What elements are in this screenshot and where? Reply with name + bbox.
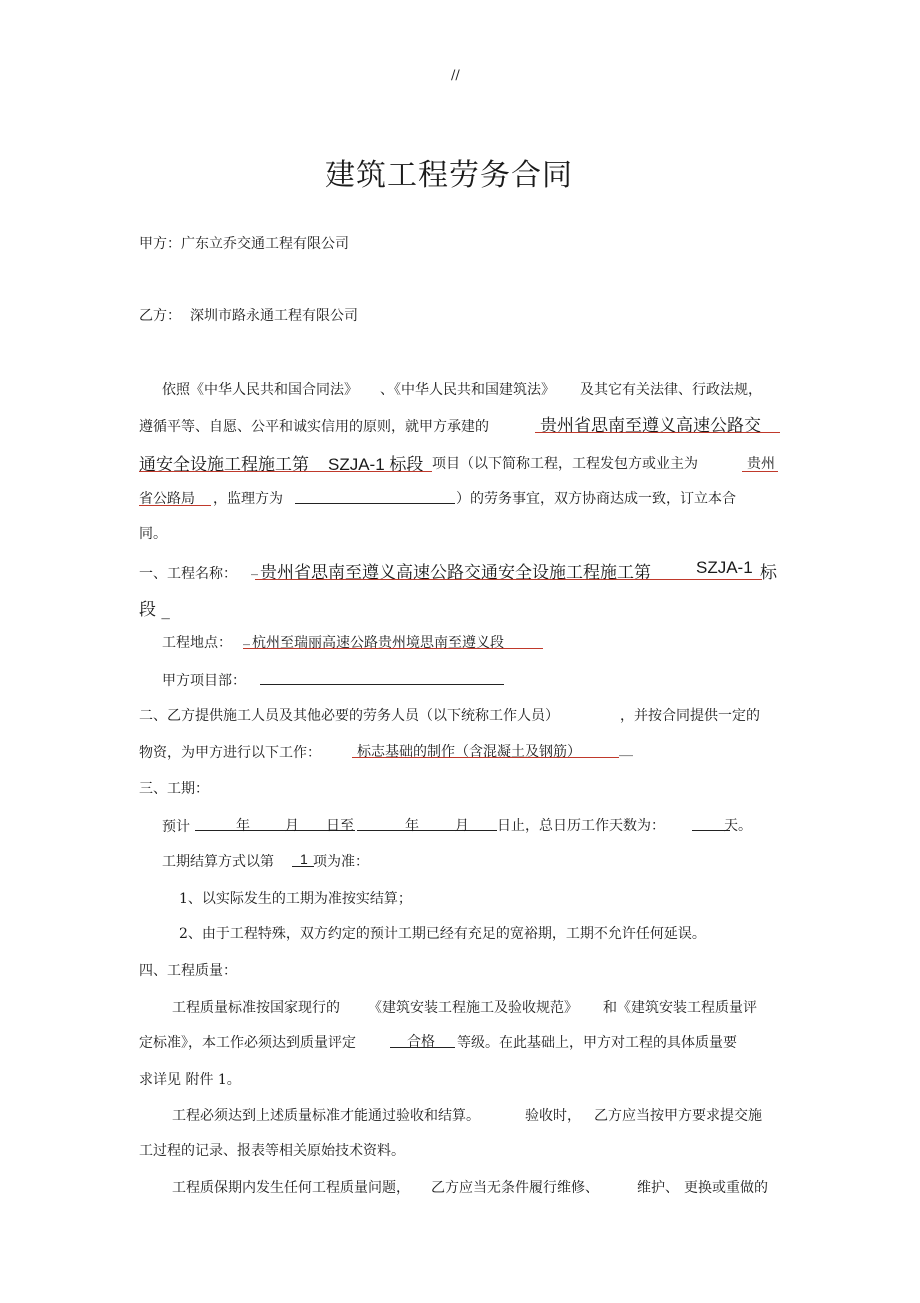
quality-p1-c: 和《建筑安装工程质量评	[603, 1000, 757, 1016]
quality-p2-a: 定标准》，本工作必须达到质量评定	[139, 1035, 356, 1051]
settle-method-a: 工期结算方式以第	[162, 854, 274, 870]
sec4-label: 四、工程质量：	[139, 963, 237, 979]
sec1-tail2: 段 _	[139, 600, 170, 620]
document-title: 建筑工程劳务合同	[325, 158, 573, 193]
quality-p3: 求详见 附件 1。	[139, 1072, 241, 1088]
intro-l1-a: 依照《中华人民共和国合同法》	[162, 382, 358, 398]
sec1-tail1: 标	[760, 563, 777, 583]
end-year: 年	[405, 818, 419, 834]
quality-p6-c: 维护、	[637, 1180, 679, 1196]
quality-p2-c: 等级。在此基础上，甲方对工程的具体质量要	[457, 1035, 737, 1051]
sec1-name-underline	[255, 579, 762, 580]
project-dept-label: 甲方项目部：	[162, 673, 246, 689]
sec1-project-code: SZJA-1	[696, 558, 753, 577]
owner-name-part1: 贵州	[747, 456, 775, 472]
sec3-label: 三、工期：	[139, 781, 209, 797]
sec2-l1-a: 二、乙方提供施工人员及其他必要的劳务人员（以下统称工作人员）	[139, 708, 559, 724]
quality-p6-d: 更换或重做的	[684, 1180, 768, 1196]
intro-l4-b: ，监理方为	[213, 491, 283, 507]
work-content: 标志基础的制作（含混凝土及钢筋）	[357, 744, 581, 760]
quality-p1-b: 《建筑安装工程施工及验收规范》	[368, 1000, 578, 1016]
settle-method-underline	[292, 866, 314, 867]
quality-p4-a: 工程必须达到上述质量标准才能通过验收和结算。	[172, 1108, 480, 1124]
quality-p6-b: 乙方应当无条件履行维修、	[431, 1180, 599, 1196]
sec2-l2-a: 物资，为甲方进行以下工作：	[139, 745, 321, 761]
party-b-name: 深圳市路永通工程有限公司	[190, 308, 358, 324]
end-month: 月	[455, 818, 469, 834]
location-prefix: _	[243, 630, 250, 646]
project-dept-blank	[260, 684, 504, 685]
party-a: 甲方：广东立乔交通工程有限公司	[139, 236, 349, 252]
quality-grade-underline	[390, 1047, 455, 1048]
settle-method-b: 项为准：	[313, 854, 369, 870]
start-year: 年	[236, 818, 250, 834]
work-content-underline	[352, 757, 619, 758]
quality-p6-a: 工程质保期内发生任何工程质量问题，	[172, 1180, 410, 1196]
period-prefix: 预计	[162, 819, 190, 835]
project-name-underline-2	[139, 471, 432, 472]
intro-l5: 同。	[139, 526, 167, 542]
quality-p4-b: 验收时，	[525, 1108, 581, 1124]
owner-underline-1	[742, 471, 778, 472]
project-name-part2: 通安全设施工程施工第	[139, 455, 309, 475]
location-label: 工程地点：	[162, 635, 232, 651]
project-name-underline-1	[535, 432, 780, 433]
intro-l2-a: 遵循平等、自愿、公平和诚实信用的原则，就甲方承建的	[139, 419, 489, 435]
period-item-1: 1、以实际发生的工期为准按实结算；	[179, 891, 412, 907]
end-date-blank	[357, 830, 497, 831]
party-b-label: 乙方：	[139, 308, 181, 324]
project-name-part1: 贵州省思南至遵义高速公路交	[540, 416, 761, 436]
intro-l1-b: 、《中华人民共和国建筑法》	[380, 382, 555, 398]
intro-l3-c: 项目（以下简称工程，工程发包方或业主为	[432, 456, 698, 472]
period-item-2: 2、由于工程特殊，双方约定的预计工期已经有充足的宽裕期，工期不允许任何延误。	[179, 926, 706, 942]
quality-p4-c: 乙方应当按甲方要求提交施	[594, 1108, 762, 1124]
settle-method-number: 1	[300, 851, 308, 867]
intro-l1-c: 及其它有关法律、行政法规，	[580, 382, 762, 398]
quality-p1-a: 工程质量标准按国家现行的	[172, 1000, 340, 1016]
start-day: 日至	[326, 818, 354, 834]
location-value: 杭州至瑞丽高速公路贵州境思南至遵义段	[252, 635, 504, 651]
sec2-l2-c: __	[619, 741, 633, 757]
supervisor-blank	[295, 503, 455, 504]
sec1-prefix: _	[251, 560, 258, 576]
quality-grade: 合格	[407, 1034, 435, 1050]
owner-underline-2	[139, 505, 211, 506]
days-unit: 天。	[724, 818, 752, 834]
start-month: 月	[285, 818, 299, 834]
sec1-project-name: 贵州省思南至遵义高速公路交通安全设施工程施工第	[260, 563, 651, 583]
owner-name-part2: 省公路局	[139, 491, 195, 507]
sec2-l1-b: ，并按合同提供一定的	[620, 708, 760, 724]
project-section-code: SZJA-1 标段	[328, 455, 424, 474]
location-underline	[243, 648, 543, 649]
sec1-label: 一、工程名称：	[139, 566, 237, 582]
header-mark: //	[451, 68, 460, 83]
end-day-and-days-label: 日止，总日历工作天数为：	[497, 818, 665, 834]
intro-l4-c: ）的劳务事宜，双方协商达成一致，订立本合	[456, 491, 736, 507]
quality-p5: 工过程的记录、报表等相关原始技术资料。	[139, 1143, 405, 1159]
